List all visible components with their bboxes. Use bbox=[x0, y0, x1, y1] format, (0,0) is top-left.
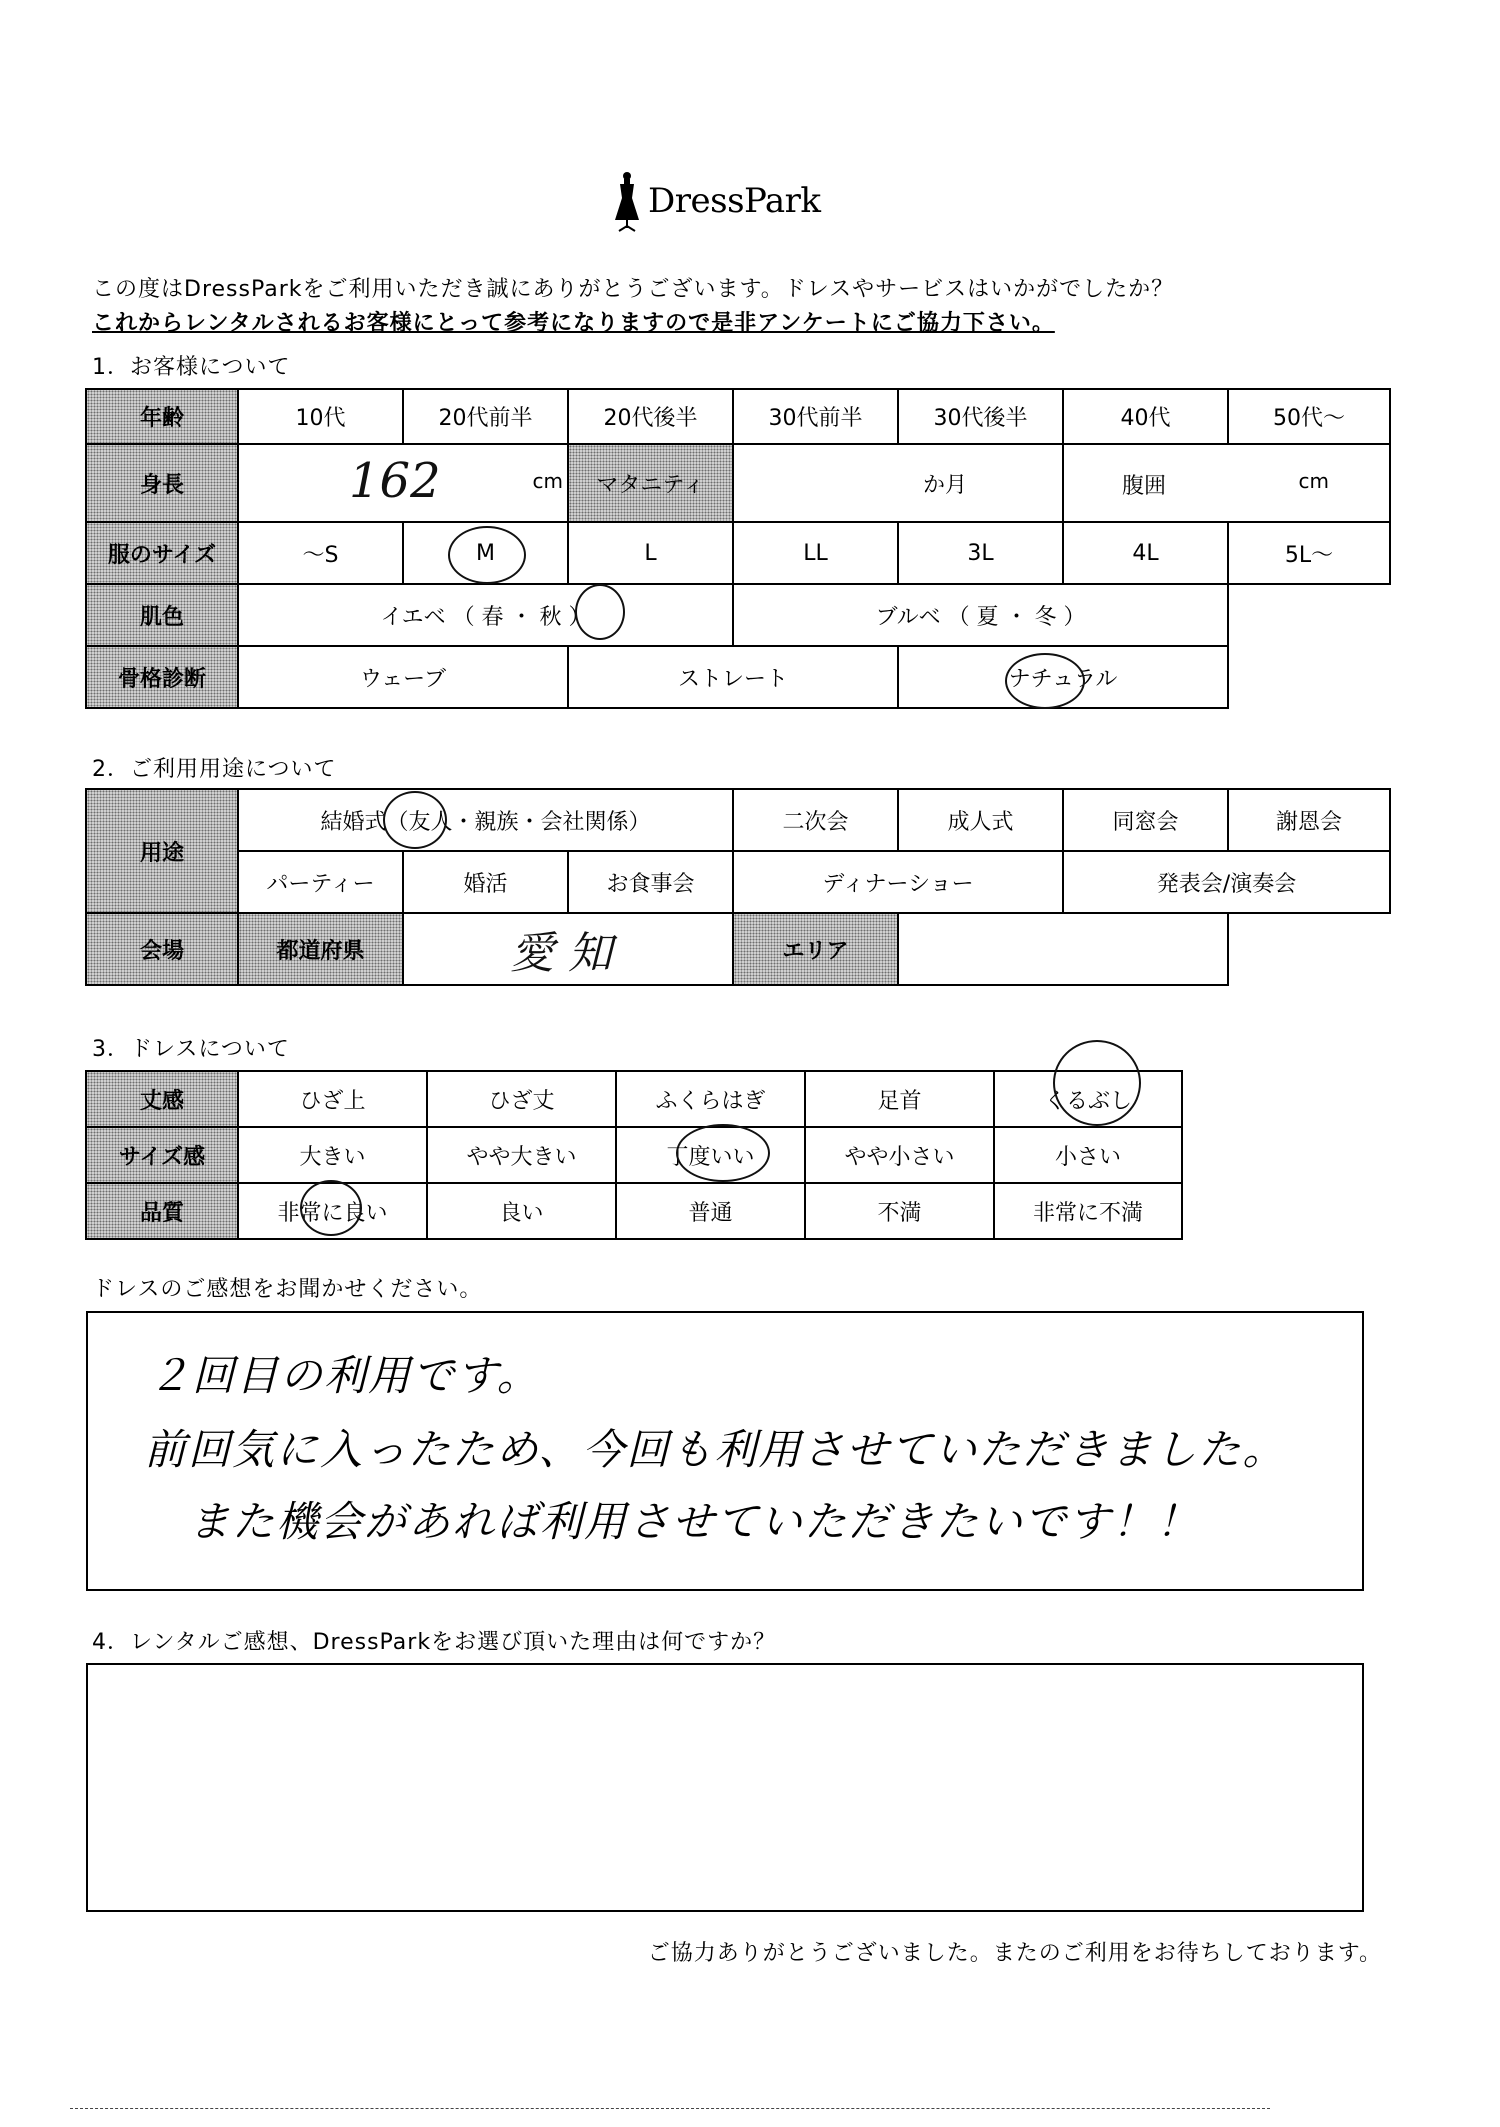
purpose-option[interactable]: 婚活 bbox=[403, 851, 568, 913]
waist-field[interactable] bbox=[1063, 444, 1390, 522]
waist-label: 腹囲 bbox=[1122, 474, 1167, 499]
size-option[interactable]: 4L bbox=[1063, 522, 1228, 584]
size-option[interactable]: 5L～ bbox=[1228, 522, 1390, 584]
length-option[interactable]: ふくらはぎ bbox=[616, 1071, 805, 1127]
fit-option[interactable]: 小さい bbox=[994, 1127, 1182, 1183]
age-option[interactable]: 20代後半 bbox=[568, 389, 733, 444]
intro-text: この度はDressParkをご利用いただき誠にありがとうございます。ドレスやサービスはいかがでしたか？ bbox=[92, 277, 1175, 302]
wedding-option[interactable]: 結婚式（友人・親族・会社関係） bbox=[238, 789, 733, 851]
purpose-table bbox=[85, 788, 1391, 986]
purpose-option[interactable]: ディナーショー bbox=[733, 851, 1063, 913]
maternity-label: マタニティ bbox=[568, 444, 733, 522]
fit-option-selected[interactable]: 丁度いい bbox=[616, 1127, 805, 1183]
maternity-months[interactable]: か月 bbox=[733, 444, 1063, 522]
purpose-option[interactable]: 発表会/演奏会 bbox=[1063, 851, 1390, 913]
quality-option[interactable]: 良い bbox=[427, 1183, 616, 1239]
age-option[interactable]: 10代 bbox=[238, 389, 403, 444]
area-field[interactable] bbox=[898, 913, 1228, 985]
length-option[interactable]: ひざ上 bbox=[238, 1071, 427, 1127]
age-option[interactable]: 20代前半 bbox=[403, 389, 568, 444]
comment-line: 前回気に入ったため、今回も利用させていただきました。 bbox=[144, 1425, 1287, 1474]
purpose-option[interactable]: 二次会 bbox=[733, 789, 898, 851]
age-option[interactable]: 40代 bbox=[1063, 389, 1228, 444]
prefecture-field[interactable] bbox=[403, 913, 733, 985]
venue-label: 会場 bbox=[86, 913, 238, 985]
customer-table bbox=[85, 388, 1391, 709]
length-option-selected[interactable]: くるぶし bbox=[994, 1071, 1182, 1127]
purpose-option[interactable]: 同窓会 bbox=[1063, 789, 1228, 851]
section4-title: 4．レンタルご感想、DressParkをお選び頂いた理由は何ですか？ bbox=[92, 1630, 777, 1655]
comment-line: ２回目の利用です。 bbox=[148, 1351, 541, 1400]
purpose-option[interactable]: 謝恩会 bbox=[1228, 789, 1390, 851]
height-field[interactable] bbox=[238, 444, 568, 522]
height-value: 162 bbox=[349, 453, 441, 509]
comment-line: また機会があれば利用させていただきたいです！！ bbox=[188, 1497, 1201, 1546]
size-option[interactable]: LL bbox=[733, 522, 898, 584]
logo-text: DressPark bbox=[648, 181, 821, 221]
dresspark-logo bbox=[612, 168, 821, 234]
skin-yellow-option[interactable]: イエベ （ 春 ・ 秋 ） bbox=[238, 584, 733, 646]
age-label: 年齢 bbox=[86, 389, 238, 444]
section3-title: 3．ドレスについて bbox=[92, 1037, 290, 1062]
age-option[interactable]: 30代後半 bbox=[898, 389, 1063, 444]
size-option[interactable]: 3L bbox=[898, 522, 1063, 584]
size-label: 服のサイズ bbox=[86, 522, 238, 584]
comments-box[interactable] bbox=[86, 1311, 1364, 1591]
skin-blue-option[interactable]: ブルベ （ 夏 ・ 冬 ） bbox=[733, 584, 1228, 646]
prefecture-value: 愛知 bbox=[510, 928, 626, 979]
area-label: エリア bbox=[733, 913, 898, 985]
comments-title: ドレスのご感想をお聞かせください。 bbox=[92, 1277, 483, 1302]
frame-label: 骨格診断 bbox=[86, 646, 238, 708]
frame-option[interactable]: ストレート bbox=[568, 646, 898, 708]
length-option[interactable]: 足首 bbox=[805, 1071, 994, 1127]
quality-option-selected[interactable]: 非常に良い bbox=[238, 1183, 427, 1239]
frame-option-selected[interactable]: ナチュラル bbox=[898, 646, 1228, 708]
purpose-option[interactable]: 成人式 bbox=[898, 789, 1063, 851]
purpose-option[interactable]: パーティー bbox=[238, 851, 403, 913]
height-unit: cm bbox=[532, 469, 563, 493]
length-option[interactable]: ひざ丈 bbox=[427, 1071, 616, 1127]
section1-title: 1．お客様について bbox=[92, 355, 291, 380]
age-option[interactable]: 30代前半 bbox=[733, 389, 898, 444]
section4-answer-box[interactable] bbox=[86, 1663, 1364, 1912]
quality-option[interactable]: 非常に不満 bbox=[994, 1183, 1182, 1239]
bottom-rule bbox=[70, 2108, 1270, 2109]
purpose-label: 用途 bbox=[86, 789, 238, 913]
dress-icon bbox=[612, 170, 642, 232]
dress-table bbox=[85, 1070, 1183, 1240]
frame-option[interactable]: ウェーブ bbox=[238, 646, 568, 708]
fit-label: サイズ感 bbox=[86, 1127, 238, 1183]
fit-option[interactable]: やや大きい bbox=[427, 1127, 616, 1183]
quality-option[interactable]: 普通 bbox=[616, 1183, 805, 1239]
size-option[interactable]: ～S bbox=[238, 522, 403, 584]
skin-label: 肌色 bbox=[86, 584, 238, 646]
height-label: 身長 bbox=[86, 444, 238, 522]
purpose-option[interactable]: お食事会 bbox=[568, 851, 733, 913]
footer-thanks: ご協力ありがとうございました。またのご利用をお待ちしております。 bbox=[647, 1941, 1382, 1966]
quality-label: 品質 bbox=[86, 1183, 238, 1239]
fit-option[interactable]: やや小さい bbox=[805, 1127, 994, 1183]
prefecture-label: 都道府県 bbox=[238, 913, 403, 985]
size-option[interactable]: L bbox=[568, 522, 733, 584]
intro-request: これからレンタルされるお客様にとって参考になりますので是非アンケートにご協力下さい。 bbox=[92, 311, 1055, 336]
length-label: 丈感 bbox=[86, 1071, 238, 1127]
age-option[interactable]: 50代～ bbox=[1228, 389, 1390, 444]
size-option-selected[interactable]: M bbox=[403, 522, 568, 584]
quality-option[interactable]: 不満 bbox=[805, 1183, 994, 1239]
fit-option[interactable]: 大きい bbox=[238, 1127, 427, 1183]
section2-title: 2．ご利用用途について bbox=[92, 757, 337, 782]
waist-unit: cm bbox=[1298, 469, 1329, 493]
